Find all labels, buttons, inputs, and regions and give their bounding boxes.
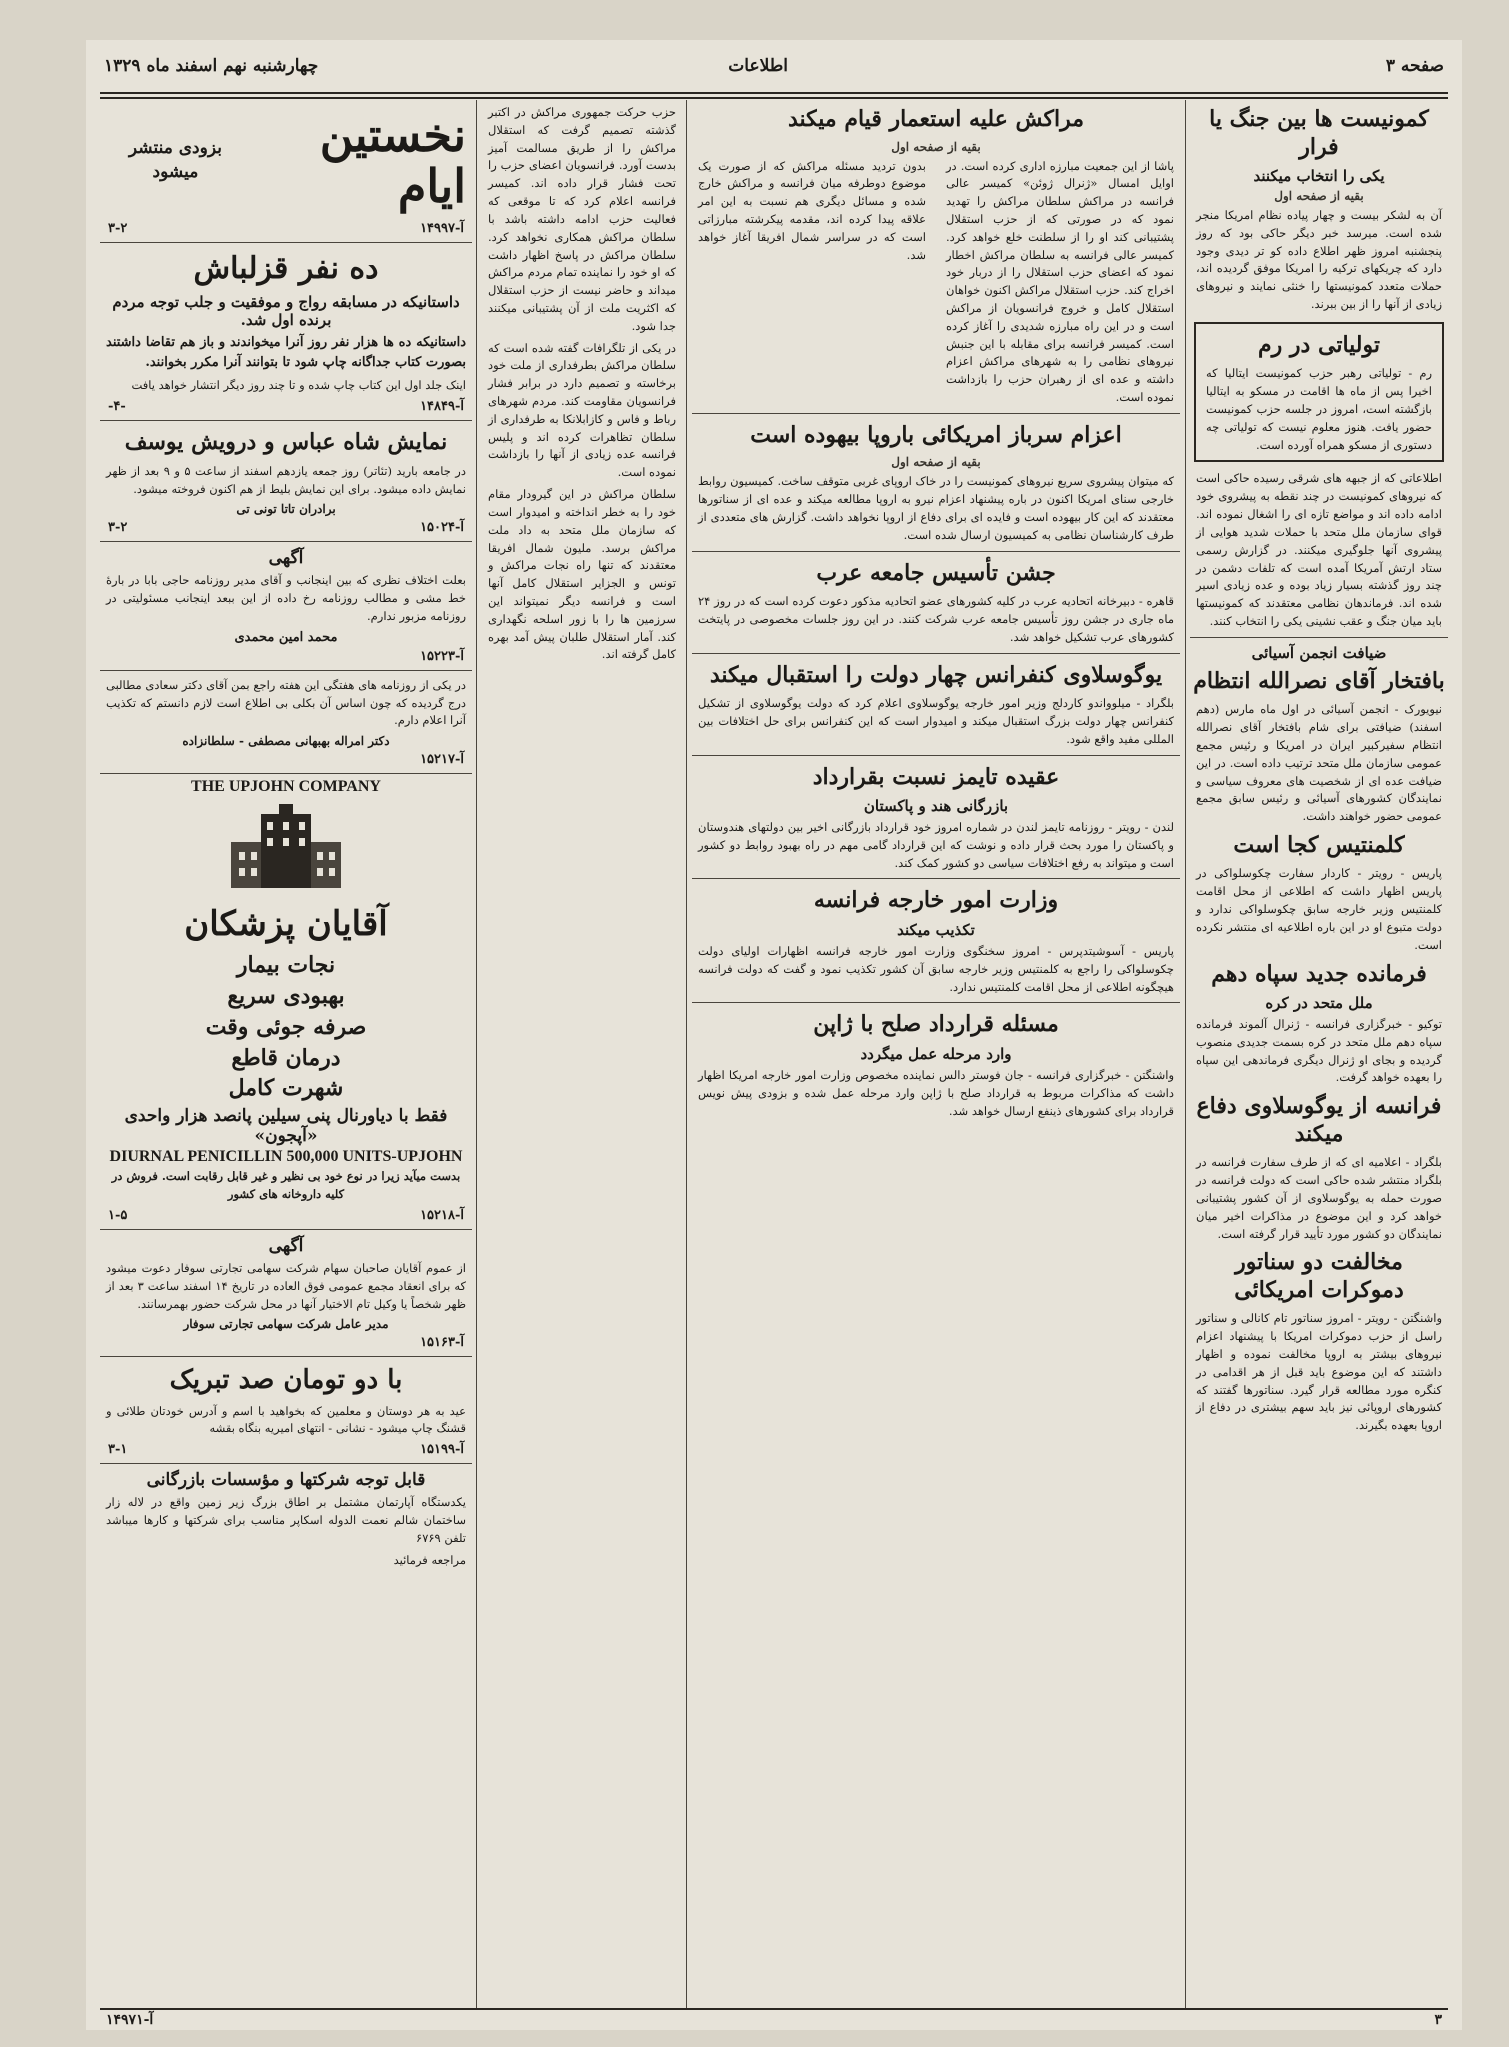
footer-code: آ-۱۴۹۷۱	[106, 2012, 154, 2028]
ad-body: یکدستگاه آپارتمان مشتمل بر اطاق بزرگ زیر زمین واقع در لاله زار ساختمان شالم نعمت الدوله اسکاپر مناسب برای شرکتها و کارها میباشد تلفن ۶۷۶۹	[106, 1495, 466, 1545]
ad-line: بهبودی سریع	[227, 983, 345, 1010]
ad-body: داستانیکه ده ها هزار نفر روز آنرا میخواندند و باز هم تقاضا داشتند بصورت کتاب جداگانه چاپ شود تا بتوانند آنرا مکرر بخوانند.	[106, 335, 466, 371]
article-headline: وزارت امور خارجه فرانسه	[813, 887, 1059, 914]
article-body: نیویورک - انجمن آسیائی در اول ماه مارس (دهم اسفند) ضیافتی برای شام بافتخار آقای نصرالله انتظام سفیرکبیر ایران در امریکا و رئیس مجمع عمومی سازمان ملل متحد ترتیب داده است. در این ضیافت عده ای از شخصیت های معروف سیاسی و نمایندگان کشورهای آسیائی و رئیس سابق مجمع عمومی حضور خواهند داشت.	[1196, 702, 1442, 824]
ad-headline: قابل توجه شرکتها و مؤسسات بازرگانی	[146, 1470, 426, 1491]
article-body: بدون تردید مسئله مراکش که از صورت یک موضوع دوطرفه میان فرانسه و مراکش خارج شده و مسائل دیگری هم نسبت به این امر علاقه پیدا کرده اند، مقدمه پیکرشته مبارزاتی است که در سراسر شمال افریقا آغاز خواهد شد.	[698, 158, 926, 262]
ads-column	[100, 102, 472, 2008]
ad-ref-count: ۳-۲	[108, 520, 128, 536]
header-rule	[100, 92, 1448, 94]
ad-body: عید به هر دوستان و معلمین که بخواهید با اسم و آدرس خودتان طلائی و قشنگ چاپ میشود - نشانی - انتهای امیریه بنگاه بقشه	[106, 1403, 466, 1436]
article-body: پاریس - رویتر - کاردار سفارت چکوسلواکی در پاریس اظهار داشت که اطلاعی از محل اقامت کلمنتیس وزیر خارجه سابق چکوسلواکی ندارد و دولت متبوع او در این باره اطلاعیه ای منتشر نکرده است.	[1196, 866, 1442, 952]
divider	[692, 878, 1180, 879]
book-masthead	[100, 102, 472, 219]
ad-line: فقط با دیاورنال پنی سیلین پانصد هزار واحدی «آپجون»	[124, 1106, 448, 1147]
article-headline: عقیده تایمز نسبت بقرارداد	[812, 763, 1060, 790]
divider	[100, 1463, 472, 1464]
ad-body: از عموم آقایان صاحبان سهام شرکت سهامی تجارتی سوفار دعوت میشود که برای انعقاد مجمع عمومی فوق العاده در تاریخ ۱۴ اسفند ساعت ۳ بعد از ظهر شخصاً یا وکیل تام الاختیار آنها در محل شرکت حضور بهمرسانند.	[106, 1260, 467, 1311]
footer-page-number: ۳	[1434, 2012, 1442, 2028]
article-headline: مراکش علیه استعمار قیام میکند	[787, 106, 1085, 132]
ad-reference	[100, 647, 472, 666]
ad-note: برادران تاتا تونی تی	[236, 502, 336, 517]
continuation-note: بقیه از صفحه اول	[891, 455, 981, 470]
ad-ref-count: ۳-۲	[108, 221, 128, 237]
article-headline: فرانسه از یوگوسلاوی دفاع میکند	[1196, 1093, 1442, 1147]
ad-body: در جامعه بارید (تئاتر) روز جمعه یازدهم اسفند از ساعت ۵ و ۹ بعد از ظهر نمایش داده میشود. برای این نمایش بلیط از هم اکنون فروخته میشود.	[106, 463, 466, 496]
ad-ref-code: آ-۱۴۹۹۷	[420, 221, 464, 237]
page-number: صفحه ۳	[1385, 56, 1444, 76]
column-divider	[1185, 100, 1186, 2008]
ad-ref-count: ۳-۱	[108, 1442, 128, 1458]
ad-headline: ده نفر قزلباش	[193, 251, 379, 287]
company-logo-text: THE UPJOHN COMPANY	[191, 778, 381, 796]
ad-subheadline: داستانیکه در مسابقه رواج و موفقیت و جلب توجه مردم برنده اول شد.	[112, 293, 460, 330]
article-body: حزب حرکت جمهوری مراکش در اکتبر گذشته تصمیم گرفت که استقلال مراکش را از طریق مسالمت آمیز بدست آورد. فرانسویان اعضای حزب را تحت فشار قرار داده اند. کمیسر فرانسه اعلام کرد که تا موقعی که فعالیت حزب ادامه داشته باشد با سلطان مراکش همکاری نخواهد کرد. سلطان مراکش در پاسخ اظهار داشت که او خود را نماینده تمام مردم مراکش میداند و حاضر نیست از حزب استقلال که اکثریت ملت از آن پشتیبانی میکنند جدا شود.	[488, 105, 676, 333]
ad-ref-code: آ-۱۵۱۶۳	[420, 1335, 464, 1351]
divider	[100, 670, 472, 671]
ad-reference	[100, 397, 472, 416]
ad-note: مراجعه فرمائید	[393, 1552, 466, 1567]
column-1	[1190, 102, 1448, 2008]
article-body: در یکی از تلگرافات گفته شده است که سلطان مراکش بطرفداری از ملت خود برخاسته و تصمیم دارد در برابر فشار فرانسویان مقاومت کند. مردم شهرهای رباط و فاس و کازابلانکا به طرفداری از سلطان تظاهرات کرده اند و پلیس فرانسه عده زیادی از آنها را بازداشت نموده است.	[488, 340, 676, 480]
ad-body: در یکی از روزنامه های هفتگی این هفته راجع بمن آقای دکتر سعادی مطالبی درج گردیده که چون اساس آن بکلی بی اطلاع است لازم دانستم که تکذیب آنرا اعلام دارم.	[106, 677, 466, 728]
ad-note: اینک جلد اول این کتاب چاپ شده و تا چند روز دیگر انتشار خواهد یافت	[131, 378, 466, 393]
article-headline: یوگوسلاوی کنفرانس چهار دولت را استقبال میکند	[709, 661, 1163, 688]
article-subheadline: یکی را انتخاب میکنند	[1253, 167, 1385, 185]
divider	[100, 1356, 472, 1357]
divider	[692, 653, 1180, 654]
article-body: واشنگتن - خبرگزاری فرانسه - جان فوستر دالس نماینده مخصوص وزارت امور خارجه امریکا اظهار داشت که مذاکرات مربوط به قرارداد صلح با ژاپن وارد مرحله عمل شده و بزودی پیش نویس قرارداد برای کشورهای ذینفع ارسال خواهد شد.	[698, 1067, 1174, 1118]
ad-reference	[100, 1333, 472, 1352]
divider	[692, 755, 1180, 756]
continuation-note: بقیه از صفحه اول	[891, 139, 981, 154]
ad-reference	[100, 219, 472, 238]
divider	[1190, 637, 1448, 638]
ad-line: نجات بیمار	[236, 952, 336, 979]
newspaper-page	[86, 40, 1462, 2030]
ad-ref-code: آ-۱۵۱۹۹	[420, 1442, 464, 1458]
ad-ref-code: آ-۱۵۲۱۸	[420, 1207, 464, 1223]
ad-ref-code: آ-۱۵۲۱۷	[420, 752, 464, 768]
ad-headline: آقایان پزشکان	[184, 904, 388, 945]
article-headline: بافتخار آقای نصرالله انتظام	[1193, 667, 1445, 694]
article-kicker: ضیافت انجمن آسیائی	[1251, 643, 1387, 662]
footer-rule	[100, 2008, 1448, 2010]
article-headline: فرمانده جدید سپاه دهم	[1211, 960, 1427, 987]
article-subheadline: ملل متحد در کره	[1265, 994, 1373, 1012]
ad-body: بعلت اختلاف نظری که بین اینجانب و آقای مدیر روزنامه حاجی بابا در بارۀ خط مشی و مطالب روزنامه رخ داده از این ببعد اینجانب مسئولیتی در روزنامه مزبور ندارم.	[106, 573, 466, 624]
ad-signature: مدیر عامل شرکت سهامی تجارتی سوفار	[183, 1317, 389, 1332]
ad-line: درمان قاطع	[231, 1044, 341, 1071]
ad-signature: محمد امین محمدی	[234, 629, 338, 645]
article-body: پاشا از این جمعیت مبارزه اداری کرده است. در اوایل امسال «ژنرال ژوئن» کمیسر عالی فرانسه در مراکش سلطان مراکش را تهدید نمود که در صورتی که از حزب استقلال پشتیبانی کند او را از سلطنت خلع خواهد کرد. کمیسر عالی فرانسه به سلطان مراکش اخطار نمود که اعضای حزب استقلال را از دربار خود اخراج کند. حزب استقلال مراکش اکنون خواهان استقلال کامل و خروج فرانسویان از مراکش است و در این راه مبارزه شدیدی را آغاز کرده است. کمیسر فرانسه برای مقابله با این جنبش نیروهای نظامی را به شهرهای مراکش اعزام داشته و عده ای از رهبران حزب را بازداشت نموده است.	[946, 158, 1174, 405]
inset-body: رم - تولیاتی رهبر حزب کمونیست ایتالیا که اخیرا پس از ماه ها اقامت در مسکو به ایتالیا بازگشته است، امروز در جلسه حزب کمونیست حضور یافت. هنوز معلوم نیست که تولیاتی چه دستوری از مسکو همراه آورده است.	[1206, 366, 1432, 452]
article-body: اطلاعاتی که از جبهه های شرقی رسیده حاکی است که نیروهای کمونیست در چند نقطه به پیشروی خود ادامه داده اند و مواضع تازه ای را اشغال نموده اند. قوای سازمان ملل متحد با حملات شدید هوایی از پیشروی آنها جلوگیری میکنند. در گزارش رسمی ستاد ارتش آمریکا آمده است که تلفات دشمن در چند روز گذشته بسیار زیاد بوده و عده زیادی اسیر شده اند. فرماندهان نظامی معتقدند که کمونیستها باید میان جنگ و عقب نشینی یکی را انتخاب کنند.	[1196, 471, 1442, 628]
divider	[100, 420, 472, 421]
header-rule-thin	[100, 97, 1448, 99]
product-name-en: DIURNAL PENICILLIN 500,000 UNITS-UPJOHN	[109, 1148, 463, 1166]
article-body: بلگراد - میلوواندو کاردلج وزیر امور خارجه یوگوسلاوی اعلام کرد که دولت یوگوسلاوی از تشکیل کنفرانس چهار دولت بزرگ استقبال میکند و امیدوار است که این کنفرانس برای حل اختلافات بین المللی مفید واقع شود.	[698, 696, 1174, 746]
ad-headline: با دو تومان صد تبریک	[169, 1365, 403, 1396]
ad-ref-code: آ-۱۵۰۲۴	[420, 520, 464, 536]
article-body: واشنگتن - رویتر - امروز سناتور تام کانالی و سناتور راسل از حزب دموکرات امریکا با پیشنهاد اعزام نیروهای بیشتر به اروپا مخالفت نموده و اظهار داشتند که این موضوع باید قبل از هر اقدامی در کنگره مورد مطالعه قرار گیرد. سناتورها گفتند که کشورهای اروپائی نیز باید سهم بیشتری در دفاع از اروپا بعهده بگیرند.	[1196, 1311, 1442, 1433]
article-body: آن به لشکر بیست و چهار پیاده نظام امریکا منجر شده است. میرسد خبر دیگر حاکی بود که روز پنجشنبه امروز ظهر اطلاع داده کو تر دیدی وجود دارد که چریکهای ترکیه را امریکا موفق گردیده اند، حملات متعدد کمونیستها را خنثی نمایند و نیروهای زیادی از آنها را از بین ببرند.	[1196, 208, 1442, 312]
ad-ref-code: آ-۱۴۸۴۹	[420, 399, 464, 415]
article-subheadline: بازرگانی هند و پاکستان	[863, 797, 1009, 815]
ad-reference	[100, 1206, 472, 1225]
continuation-note: بقیه از صفحه اول	[1274, 189, 1364, 203]
article-body: قاهره - دبیرخانه اتحادیه عرب در کلیه کشورهای عضو اتحادیه مذکور دعوت کرده است که در روز ۲۴ ماه جاری در جشن روز تأسیس جامعه عرب شرکت کنند. در این روز جلسات مخصوصی در پایتخت کشورهای عرب تشکیل خواهد شد.	[698, 594, 1174, 644]
ad-headline: آگهی	[268, 548, 304, 569]
ad-headline: نمایش شاه عباس و درویش یوسف	[124, 429, 448, 456]
article-headline: جشن تأسیس جامعه عرب	[816, 559, 1056, 586]
ad-signature: دکتر امراله بهبهانی مصطفی - سلطانزاده	[182, 734, 390, 749]
article-body: لندن - رویتر - روزنامه تایمز لندن در شماره امروز خود قرارداد بازرگانی اخیر بین دولتهای هندوستان و پاکستان را مورد بحث قرار داده و نوشت که این قرارداد گامی مهم در راه بهبود روابط دو کشور است و میتواند به رفع اختلافات سیاسی دو کشور کمک کند.	[698, 820, 1174, 870]
ad-reference	[100, 750, 472, 769]
ad-reference	[100, 518, 472, 537]
divider	[100, 773, 472, 774]
divider	[100, 1229, 472, 1230]
article-headline: مخالفت دو سناتور دموکرات امریکائی	[1234, 1249, 1404, 1303]
article-body: توکیو - خبرگزاری فرانسه - ژنرال آلموند فرمانده سپاه دهم ملل متحد در کره بسمت جدیدی منصوب گردیده و بجای او ژنرال دیگری فرماندهی این سپاه را بعهده خواهد گرفت.	[1196, 1017, 1442, 1085]
article-headline: مسئله قرارداد صلح با ژاپن	[813, 1011, 1059, 1038]
ad-body: بدست میآید زیرا در نوع خود بی نظیر و غیر قابل رقابت است. فروش در کلیه داروخانه های کشور	[111, 1169, 461, 1202]
ad-ref-code: آ-۱۵۲۲۳	[420, 648, 464, 664]
divider	[100, 242, 472, 243]
ad-ref-count: -۴-	[108, 399, 126, 415]
building-icon	[221, 802, 351, 892]
masthead-logo: نخستین ایام	[319, 108, 466, 213]
inset-box	[1194, 322, 1444, 463]
article-body: بلگراد - اعلامیه ای که از طرف سفارت فرانسه در بلگراد منتشر شده حاکی است که دولت فرانسه در صورت حمله به یوگوسلاوی از آن کشور پشتیبانی خواهد کرد و این موضوع در مذاکرات اخیر میان نمایندگان دو کشور مورد تأیید قرار گرفته است.	[1196, 1155, 1442, 1241]
issue-date: چهارشنبه نهم اسفند ماه ۱۳۲۹	[104, 56, 319, 76]
article-body: سلطان مراکش در این گیرودار مقام خود را به خطر انداخته و امیدوار است که سازمان ملل متحد به داد ملت مراکش برسد. ملیون شمال افریقا معتقدند که تنها راه نجات مراکش و تونس و الجزایر استقلال کامل آنها است و فرانسه دیگر نمیتواند این سرزمین ها را با زور اسلحه نگهداری کند. آمار استقلال طلبان پیش آمد بهره کامل گرفته اند.	[488, 487, 676, 662]
divider	[100, 541, 472, 542]
divider	[692, 1002, 1180, 1003]
ad-line: شهرت کامل	[228, 1075, 344, 1102]
column-divider	[476, 100, 477, 2008]
ad-reference	[100, 1440, 472, 1459]
masthead-tagline: بزودی منتشر میشود	[128, 137, 222, 182]
column-divider	[686, 100, 687, 2008]
ad-line: صرفه جوئی وقت	[205, 1013, 367, 1040]
divider	[692, 551, 1180, 552]
divider	[692, 413, 1180, 414]
article-headline: کمونیست ها بین جنگ یا فرار	[1209, 106, 1429, 160]
ad-headline: آگهی	[268, 1235, 304, 1256]
ad-ref-count: ۱-۵	[108, 1207, 128, 1223]
article-headline: کلمنتیس کجا است	[1233, 831, 1405, 858]
article-headline: اعزام سرباز امریکائی باروپا بیهوده است	[750, 421, 1122, 448]
inset-headline: تولیاتی در رم	[1258, 331, 1380, 358]
article-body: که میتوان پیشروی سریع نیروهای کمونیست را در خاک اروپای غربی متوقف ساخت. کمیسیون روابط خارجی سنای امریکا اکنون در باره پیشنهاد اعزام نیرو به اروپا مطالعه میکند و عده ای از سناتورها معتقدند که این کار بیهوده است و فایده ای برای دفاع از اروپا نخواهد داشت. گزارش های متعددی از طرف کارشناسان نظامی به کمیسیون ارسال شده است.	[698, 474, 1174, 542]
article-body: پاریس - آسوشیتدپرس - امروز سخنگوی وزارت امور خارجه فرانسه اظهارات اولیای دولت چکوسلواکی را راجع به کلمنتیس وزیر خارجه سابق آن کشور تکذیب نمود و گفت که دولت فرانسه هیچگونه اطلاعی از محل اقامت کلمنتیس ندارد.	[698, 943, 1174, 994]
newspaper-name: اطلاعات	[728, 56, 788, 76]
article-subheadline: تکذیب میکند	[897, 920, 975, 939]
column-2	[692, 102, 1180, 2008]
article-subheadline: وارد مرحله عمل میگردد	[860, 1044, 1012, 1063]
column-3	[482, 102, 682, 2008]
